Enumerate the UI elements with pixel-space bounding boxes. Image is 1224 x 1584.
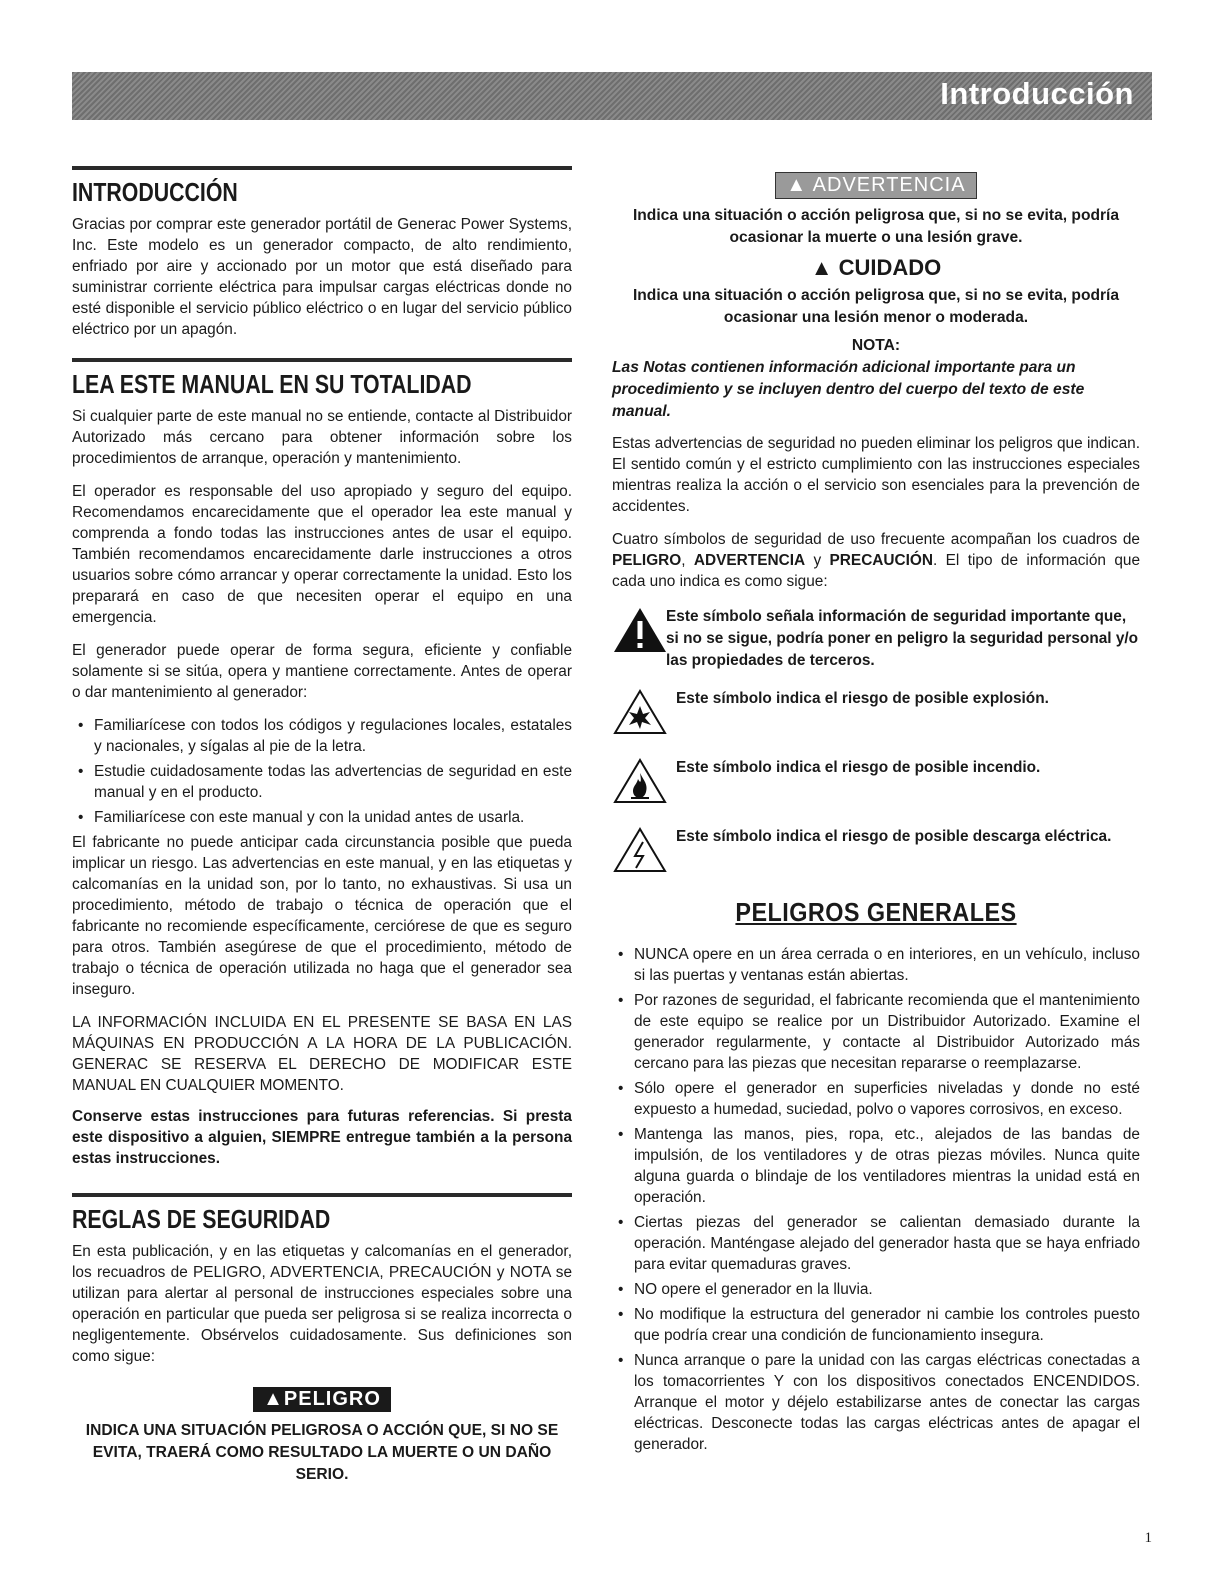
intro-text: Gracias por comprar este generador portátil de Generac Power Systems, Inc. Este modelo es un generador compacto, de alto rendimiento, enfriado por aire y accionado por un motor que está diseñado para suministrar corriente eléctrica para impulsar cargas eléctricas donde no esté disponible el servicio público eléctrico o en lugar del servicio público eléctrico por un apagón. — [72, 216, 572, 338]
manual-p2: El operador es responsable del uso apropiado y seguro del equipo. Recomendamos encarecidamente que el operador lea este manual y comprenda a fondo todas las instrucciones antes de usar el equipo. También recomendamos encarecidamente darle instrucciones a otros usuarios sobre cómo arrancar y operar correctamente la unidad. Esto los preparará en caso de que necesiten operar el equipo en una emergencia. — [72, 483, 572, 626]
manual-p6: Conserve estas instrucciones para futuras referencias. Si presta este dispositivo a alguien, SIEMPRE entregue también a la persona estas instrucciones. — [72, 1108, 572, 1167]
symbol-explosion: Este símbolo indica el riesgo de posible explosión. — [612, 688, 1140, 741]
list-item: • NO opere el generador en la lluvia. — [634, 1279, 1140, 1300]
warning-text: Indica una situación o acción peligrosa que, si no se evita, podría ocasionar la muerte o una lesión grave. — [632, 207, 1120, 246]
list-item: • No modifique la estructura del generador ni cambie los controles puesto que podría crear una condición de funcionamiento insegura. — [634, 1304, 1140, 1346]
electric-shock-icon — [612, 826, 676, 879]
warning-label: ▲ ADVERTENCIA — [775, 172, 976, 199]
section-banner — [72, 72, 1152, 120]
note-text: Las Notas contienen información adicional importante para un procedimiento y se incluyen dentro del cuerpo del texto de este manual. — [612, 359, 1085, 420]
list-item: • Sólo opere el generador en superficies niveladas y donde no esté expuesto a humedad, suciedad, polvo o vapores corrosivos, en exceso. — [634, 1078, 1140, 1120]
list-item: • Familiarícese con este manual y con la unidad antes de usarla. — [94, 807, 572, 828]
left-column — [72, 166, 572, 1486]
danger-text: INDICA UNA SITUACIÓN PELIGROSA O ACCIÓN QUE, SI NO SE EVITA, TRAERÁ COMO RESULTADO LA MUERTE O UN DAÑO SERIO. — [85, 1422, 559, 1483]
general-hazards-heading: PELIGROS GENERALES — [735, 897, 1017, 927]
hazards-list — [612, 944, 1140, 1455]
danger-label: ▲PELIGRO — [253, 1387, 391, 1412]
page-number: 1 — [1144, 1530, 1152, 1546]
warning-triangle-icon: ▲ — [263, 1388, 284, 1410]
safety-p2: Cuatro símbolos de seguridad de uso frecuente acompañan los cuadros de PELIGRO, ADVERTENCIA y PRECAUCIÓN. El tipo de información que cada uno indica es como sigue: — [612, 531, 1141, 590]
manual-bullets — [72, 715, 572, 828]
manual-p1: Si cualquier parte de este manual no se entiende, contacte al Distribuidor Autorizado más cercano para obtener información sobre los procedimientos de arranque, operación y mantenimiento. — [72, 408, 572, 467]
manual-p4: El fabricante no puede anticipar cada circunstancia posible que pueda implicar un riesgo. Las advertencias en este manual, y en las etiquetas y calcomanías en la unidad son, por lo tanto, no exhaustivas. Si usa un procedimiento, método de trabajo o técnica de operación que el fabricante no recomiende específicamente, cerciórese de que es seguro para otros. También asegúrese de que el procedimiento, método de trabajo o técnica de operación utilizada no haga que el generador sea inseguro. — [72, 834, 572, 998]
list-item: • Familiarícese con todos los códigos y regulaciones locales, estatales y nacionales, y sígalas al pie de la letra. — [94, 715, 572, 757]
explosion-icon — [612, 688, 676, 741]
rules-heading: REGLAS DE SEGURIDAD — [72, 1204, 331, 1234]
manual-p3: El generador puede operar de forma segura, eficiente y confiable solamente si se sitúa, opera y mantiene correctamente. Antes de operar o dar mantenimiento al generador: — [72, 642, 572, 701]
warning-triangle-icon: ▲ — [810, 255, 833, 280]
list-item: • Nunca arranque o pare la unidad con las cargas eléctricas conectadas a los tomacorrientes Y con los dispositivos conectados ENCENDIDOS. Arranque el motor y déjelo estabilizarse antes de conectar las cargas eléctricas. Desconecte todas las cargas eléctricas antes de apagar el generador. — [634, 1350, 1140, 1455]
banner-title: Introducción — [940, 76, 1134, 111]
caution-text: Indica una situación o acción peligrosa que, si no se evita, podría ocasionar una lesión menor o moderada. — [632, 287, 1120, 326]
list-item: • Ciertas piezas del generador se calientan demasiado durante la operación. Manténgase alejado del generador hasta que se haya enfriado para evitar quemaduras graves. — [634, 1212, 1140, 1275]
list-item: • Mantenga las manos, pies, ropa, etc., alejados de las bandas de impulsión, de los ventiladores y de otras piezas móviles. Nunca quite alguna guarda o blindaje de los ventiladores mientras la unidad está en operación. — [634, 1124, 1140, 1208]
symbol-safety-alert: Este símbolo señala información de seguridad importante que, si no se sigue, podría poner en peligro la seguridad personal y/o las propiedades de terceros. — [612, 606, 1140, 672]
warning-triangle-icon: ▲ — [786, 174, 808, 196]
list-item: • Estudie cuidadosamente todas las advertencias de seguridad en este manual y en el producto. — [94, 761, 572, 803]
safety-p1: Estas advertencias de seguridad no pueden eliminar los peligros que indican. El sentido común y el estricto cumplimiento con las instrucciones especiales mientras realiza la acción o el servicio son esenciales para la prevención de accidentes. — [612, 435, 1140, 515]
manual-p5: LA INFORMACIÓN INCLUIDA EN EL PRESENTE SE BASA EN LAS MÁQUINAS EN PRODUCCIÓN A LA HORA DE LA PUBLICACIÓN. GENERAC SE RESERVA EL DERECHO DE MODIFICAR ESTE MANUAL EN CUALQUIER MOMENTO. — [72, 1014, 572, 1094]
divider — [72, 166, 572, 170]
symbol-fire: Este símbolo indica el riesgo de posible incendio. — [612, 757, 1140, 810]
fire-icon — [612, 757, 676, 810]
right-column — [612, 172, 1140, 1459]
list-item: • NUNCA opere en un área cerrada o en interiores, en un vehículo, incluso si las puertas y ventanas están abiertas. — [634, 944, 1140, 986]
symbol-electric: Este símbolo indica el riesgo de posible descarga eléctrica. — [612, 826, 1140, 879]
intro-heading: INTRODUCCIÓN — [72, 177, 238, 207]
caution-label: ▲ CUIDADO — [810, 255, 942, 280]
manual-heading: LEA ESTE MANUAL EN SU TOTALIDAD — [72, 369, 472, 399]
rules-text: En esta publicación, y en las etiquetas y calcomanías en el generador, los recuadros de PELIGRO, ADVERTENCIA, PRECAUCIÓN y NOTA se utilizan para alertar al personal de instrucciones especiales sobre una operación en particular que pueda ser peligrosa si se realiza incorrecta o negligentemente. Obsérvelos cuidadosamente. Sus definiciones son como sigue: — [72, 1243, 572, 1365]
note-label: NOTA: — [851, 337, 901, 354]
divider — [72, 358, 572, 362]
divider — [72, 1193, 572, 1197]
list-item: • Por razones de seguridad, el fabricante recomienda que el mantenimiento de este equipo se realice por un Distribuidor Autorizado. Examine el generador regularmente, y contacte al Distribuidor Autorizado más cercano para las piezas que necesitan repararse o reemplazarse. — [634, 990, 1140, 1074]
